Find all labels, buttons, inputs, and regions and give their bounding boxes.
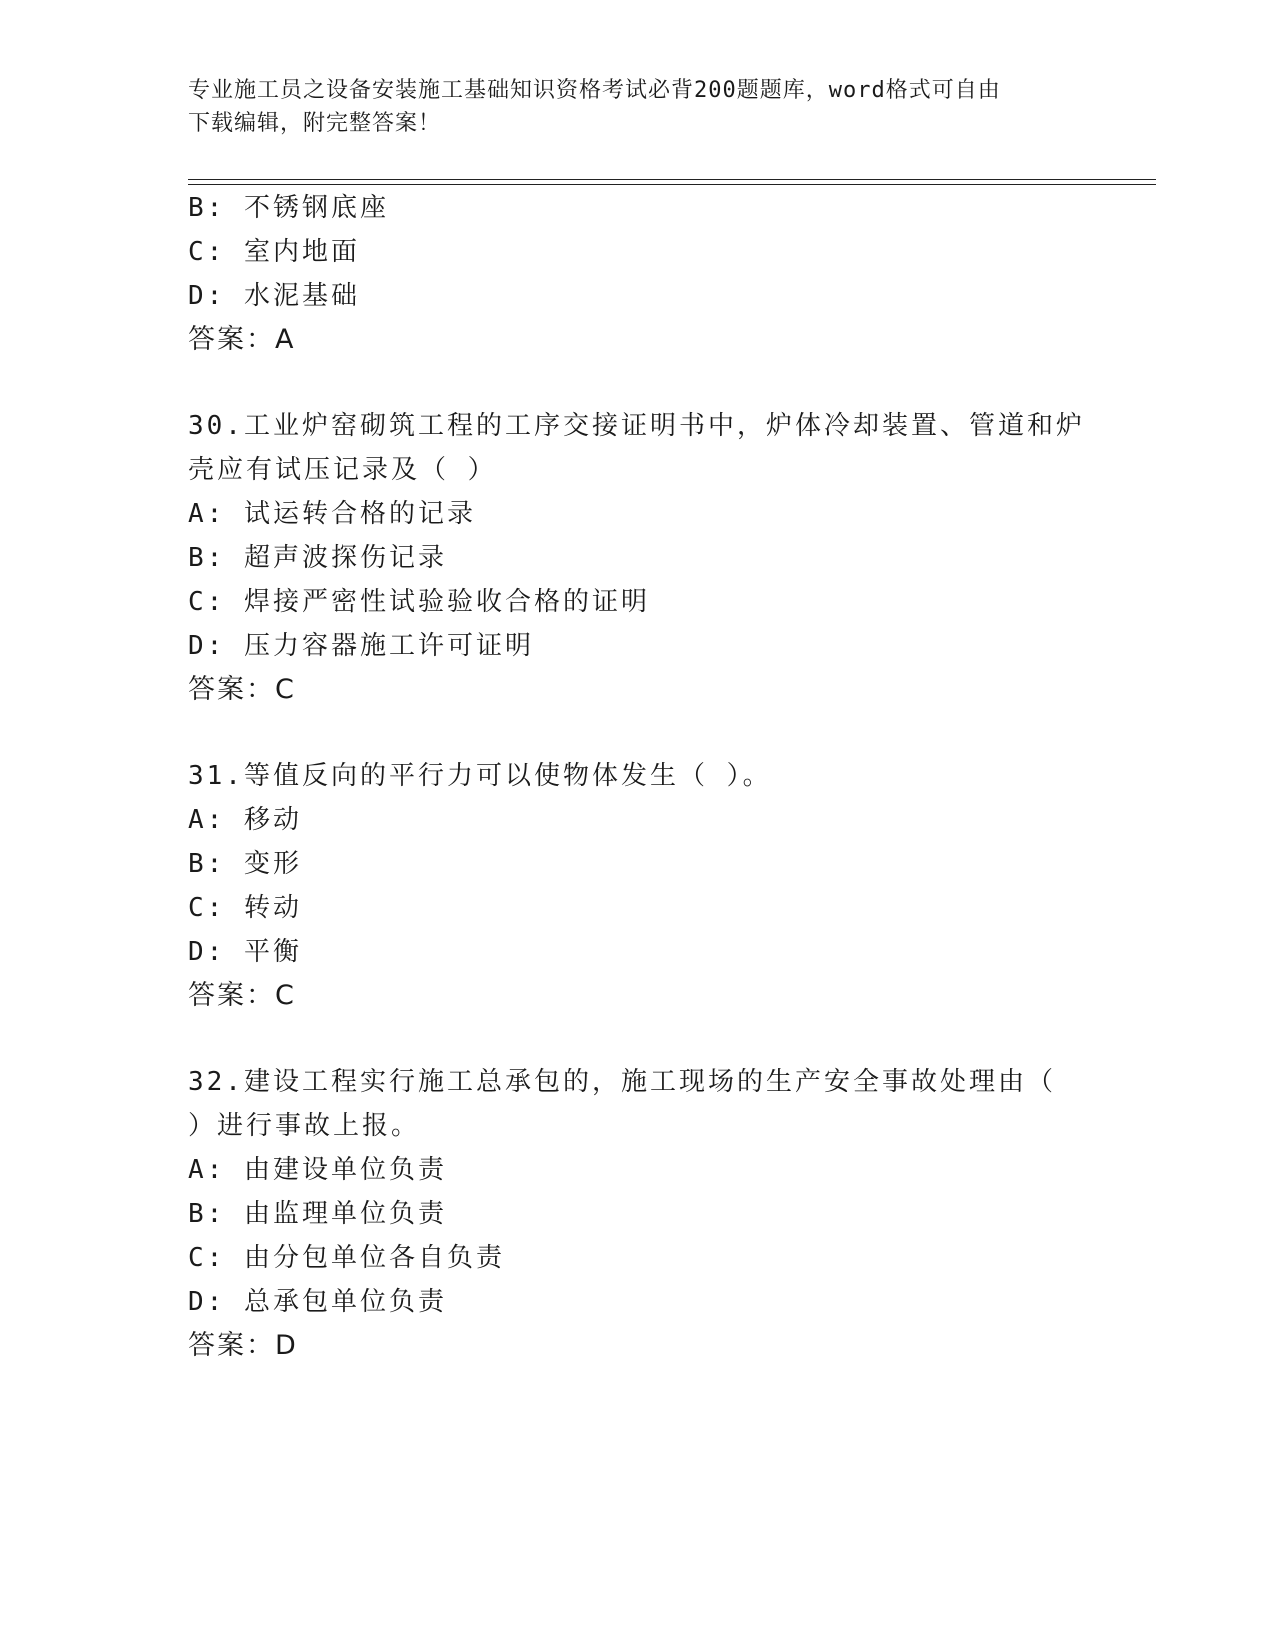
q32-stem-line-2: ）进行事故上报。 [188, 1111, 421, 1141]
q32-option-a: A: 由建设单位负责 [188, 1155, 447, 1185]
q29-option-b: B: 不锈钢底座 [188, 193, 389, 223]
q32-answer: 答案：D [188, 1330, 298, 1361]
q31-option-a: A: 移动 [188, 805, 302, 835]
q30-option-b: B: 超声波探伤记录 [188, 543, 447, 573]
q29-answer: 答案：A [188, 324, 296, 355]
q29-option-c: C: 室内地面 [188, 237, 360, 267]
header-line-2: 下载编辑，附完整答案！ [188, 111, 442, 136]
q30-stem-line-1: 30.工业炉窑砌筑工程的工序交接证明书中，炉体冷却装置、管道和炉 [188, 411, 1085, 441]
q31-stem: 31.等值反向的平行力可以使物体发生（ ）。 [188, 761, 772, 791]
header-line-1: 专业施工员之设备安装施工基础知识资格考试必背200题题库，word格式可自由 [188, 78, 1001, 103]
q32-option-b: B: 由监理单位负责 [188, 1199, 447, 1229]
q30-option-c: C: 焊接严密性试验验收合格的证明 [188, 587, 650, 617]
q30-option-d: D: 压力容器施工许可证明 [188, 631, 534, 661]
header-divider-bottom [188, 184, 1156, 185]
q31-option-c: C: 转动 [188, 893, 302, 923]
q30-option-a: A: 试运转合格的记录 [188, 499, 476, 529]
q29-option-d: D: 水泥基础 [188, 281, 360, 311]
q32-option-d: D: 总承包单位负责 [188, 1287, 447, 1317]
q30-answer: 答案：C [188, 674, 296, 705]
q30-stem-line-2: 壳应有试压记录及（ ） [188, 455, 497, 485]
q32-stem-line-1: 32.建设工程实行施工总承包的，施工现场的生产安全事故处理由（ [188, 1067, 1056, 1097]
q31-answer: 答案：C [188, 980, 296, 1011]
q32-option-c: C: 由分包单位各自负责 [188, 1243, 505, 1273]
q31-option-b: B: 变形 [188, 849, 302, 879]
document-header [188, 74, 1088, 140]
q31-option-d: D: 平衡 [188, 937, 302, 967]
header-divider-top [188, 179, 1156, 180]
